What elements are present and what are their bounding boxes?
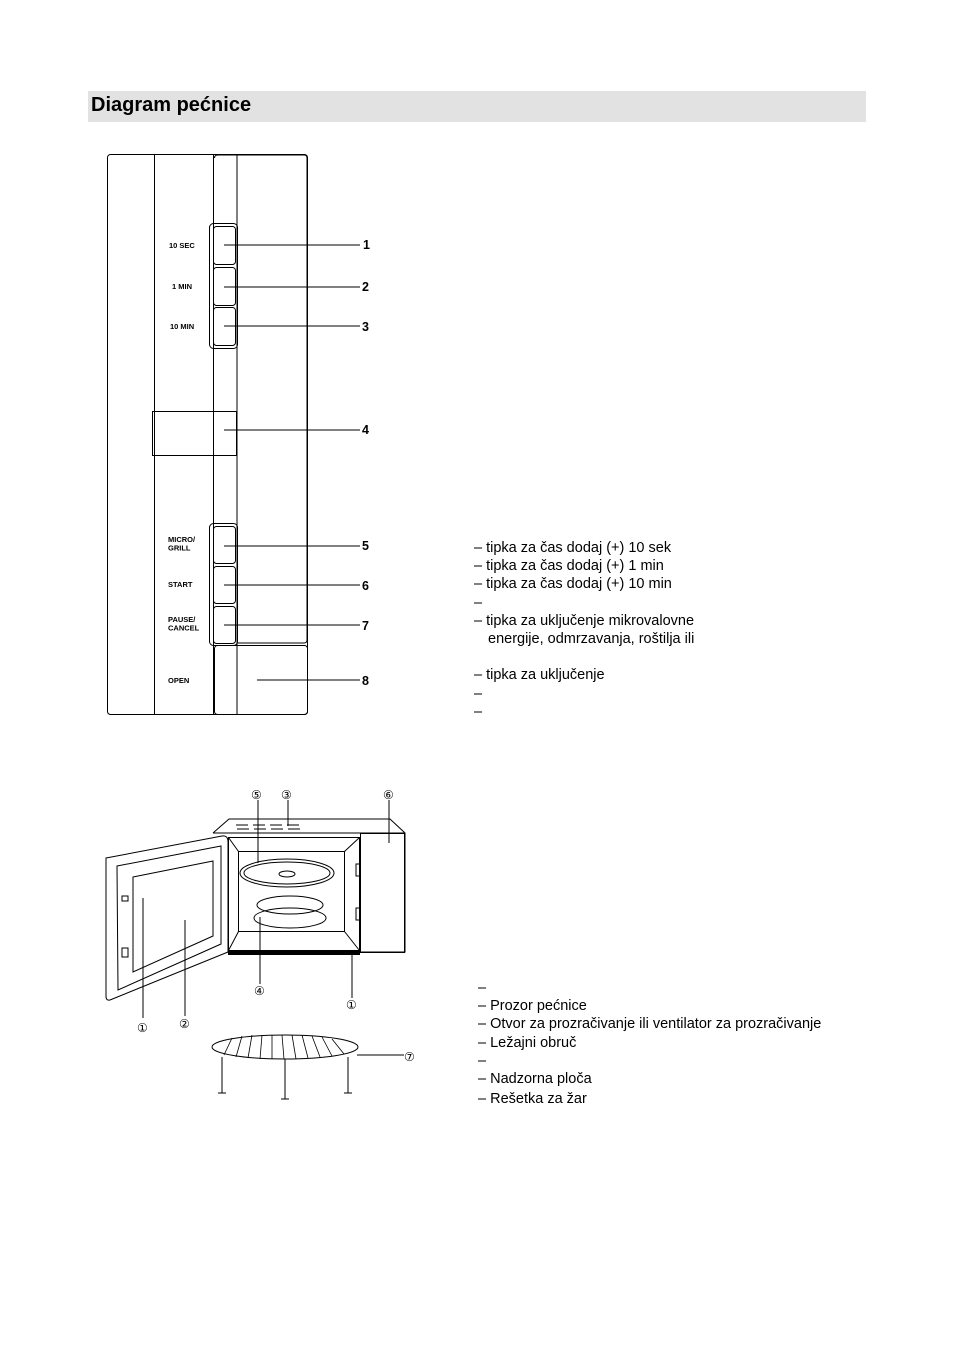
glass-tray — [240, 859, 334, 887]
label-micro-grill[interactable]: MICRO/ GRILL — [168, 535, 196, 553]
callout-8: 8 — [362, 674, 369, 688]
callout-7: 7 — [362, 619, 369, 633]
oven-base — [228, 950, 360, 955]
grill-rack — [212, 1035, 358, 1059]
callout-5: 5 — [362, 539, 369, 553]
oven-legend-item: – Otvor za prozračivanje ili ventilator za prozračivanje — [478, 1016, 822, 1033]
oven-door — [106, 836, 228, 1000]
oven-legend-item: – Prozor pećnice — [478, 998, 587, 1015]
panel-legend-item: – tipka za čas dodaj (+) 10 sek — [474, 540, 672, 556]
panel-legend — [474, 539, 694, 721]
callout-1: 1 — [363, 238, 370, 252]
oven-callout-5: ⑤ — [251, 788, 262, 802]
callout-2: 2 — [362, 280, 369, 294]
callout-3: 3 — [362, 320, 369, 334]
panel-legend-item: – tipka za uključenje mikrovalovne — [474, 612, 695, 629]
oven-callout-1: ① — [137, 1021, 148, 1035]
oven-legend-item: – — [478, 980, 487, 996]
grill-rack-bars — [224, 1035, 344, 1059]
label-1min[interactable]: 1 MIN — [172, 282, 193, 291]
panel-legend-item: energije, odmrzavanja, roštilja ili — [488, 631, 695, 648]
panel-legend-item — [474, 648, 694, 666]
vent-slots — [236, 825, 300, 829]
oven-cavity — [229, 838, 360, 951]
oven-legend-item: – Nadzorna ploča — [478, 1071, 592, 1088]
label-open[interactable]: OPEN — [168, 676, 190, 685]
oven-legend-item: – Ležajni obruč — [478, 1034, 577, 1051]
label-10sec[interactable]: 10 SEC — [169, 241, 195, 250]
callout-6: 6 — [362, 579, 369, 593]
page-title: Diagram pećnice — [91, 94, 252, 116]
oven-callout-4: ④ — [254, 984, 265, 998]
roller-ring — [257, 896, 323, 914]
oven-callout-2: ② — [179, 1017, 190, 1031]
oven-legend-item: – Rešetka za žar — [478, 1091, 587, 1108]
label-10min[interactable]: 10 MIN — [170, 322, 195, 331]
panel-legend-item: – tipka za čas dodaj (+) 10 min — [474, 576, 672, 593]
callout-4: 4 — [362, 423, 369, 437]
label-start[interactable]: START — [168, 580, 193, 589]
oven-legend — [478, 979, 821, 1108]
oven-callout-1b: ① — [346, 998, 357, 1012]
panel-legend-item: – tipka za čas dodaj (+) 1 min — [474, 558, 664, 575]
panel-legend-item: – — [474, 685, 483, 702]
panel-legend-item: – — [474, 703, 483, 720]
oven-control-panel — [361, 834, 405, 953]
oven-legend-item: – — [478, 1052, 487, 1069]
panel-legend-item: – tipka za uključenje — [474, 667, 605, 684]
oven-callout-7: ⑦ — [404, 1050, 415, 1064]
oven-window — [133, 861, 213, 972]
panel-legend-item: – — [474, 594, 483, 611]
oven-callout-6: ⑥ — [383, 788, 394, 802]
label-pause-cancel[interactable]: PAUSE/ CANCEL — [168, 615, 200, 633]
oven-callout-3: ③ — [281, 788, 292, 802]
